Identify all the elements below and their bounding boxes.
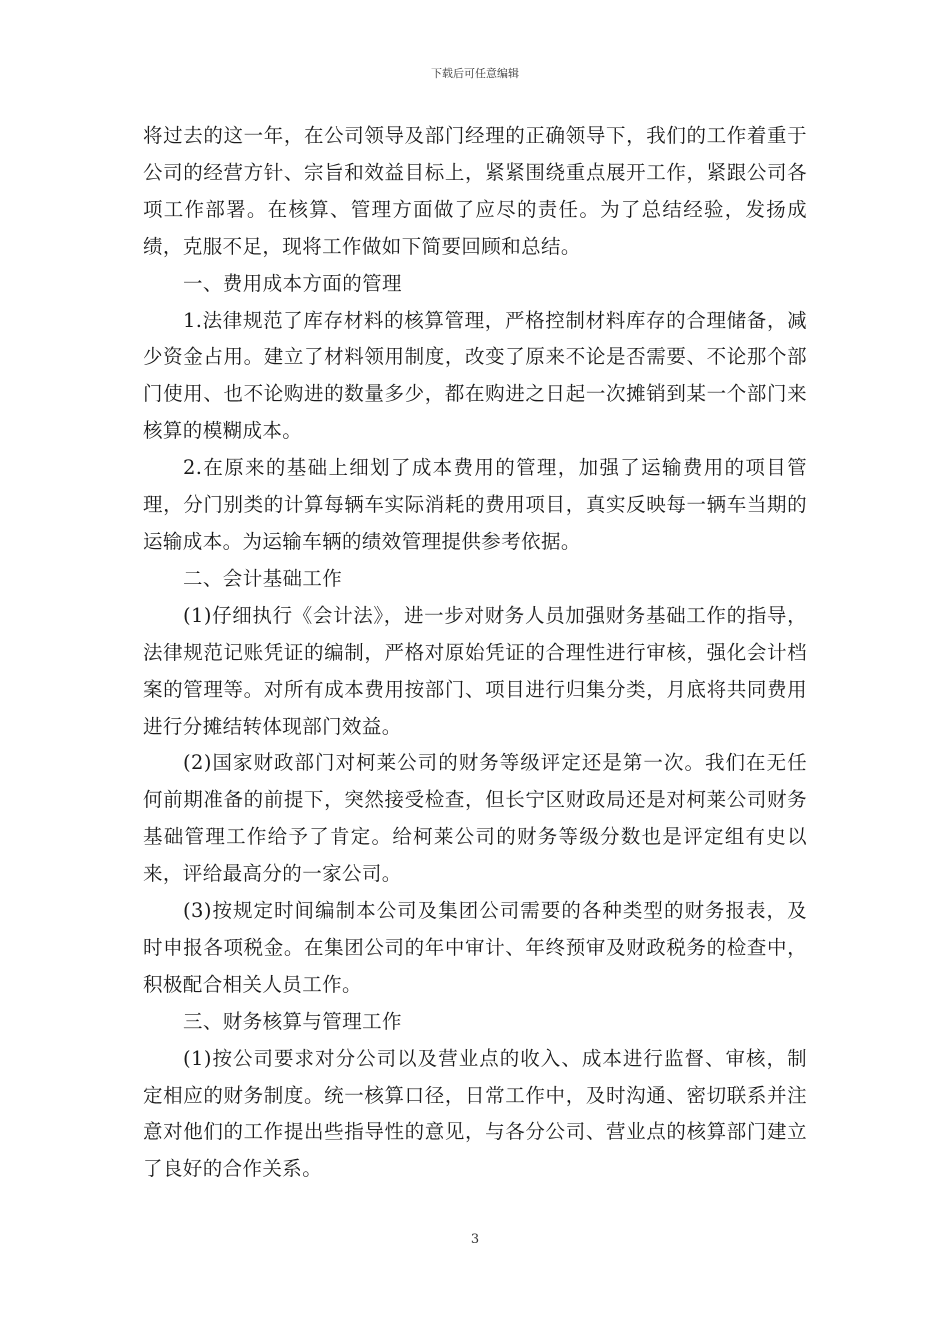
section-heading-cost-management: 一、费用成本方面的管理 (183, 271, 402, 295)
paragraph-financial-rating: (2)国家财政部门对柯莱公司的财务等级评定还是第一次。我们在无任何前期准备的前提下，突然接受检查，但长宁区财政局还是对柯莱公司财务基础管理工作给予了肯定。给柯莱公司的财务等级分数也是评定组有史以来，评给最高分的一家公司。 (143, 751, 807, 886)
paragraph-intro: 将过去的这一年，在公司领导及部门经理的正确领导下，我们的工作着重于公司的经营方针、宗旨和效益目标上，紧紧围绕重点展开工作，紧跟公司各项工作部署。在核算、管理方面做了应尽的责任。为了总结经验，发扬成绩，克服不足，现将工作做如下简要回顾和总结。 (143, 124, 807, 258)
page-header: 下载后可任意编辑 (431, 67, 519, 80)
section-heading-accounting-management: 三、财务核算与管理工作 (183, 1009, 402, 1033)
paragraph-transport-cost: 2.在原来的基础上细划了成本费用的管理，加强了运输费用的项目管理，分门别类的计算每辆车实际消耗的费用项目，真实反映每一辆车当期的运输成本。为运输车辆的绩效管理提供参考依据。 (143, 456, 807, 553)
paragraph-accounting-law: (1)仔细执行《会计法》，进一步对财务人员加强财务基础工作的指导，法律规范记账凭证的编制，严格对原始凭证的合理性进行审核，强化会计档案的管理等。对所有成本费用按部门、项目进行归集分类，月底将共同费用进行分摊结转体现部门效益。 (143, 603, 807, 738)
paragraph-financial-reports: (3)按规定时间编制本公司及集团公司需要的各种类型的财务报表，及时申报各项税金。在集团公司的年中审计、年终预审及财政税务的检查中，积极配合相关人员工作。 (143, 899, 807, 996)
section-heading-accounting-basics: 二、会计基础工作 (183, 566, 343, 590)
paragraph-branch-supervision: (1)按公司要求对分公司以及营业点的收入、成本进行监督、审核，制定相应的财务制度。统一核算口径，日常工作中，及时沟通、密切联系并注意对他们的工作提出些指导性的意见，与各分公司、营业点的核算部门建立了良好的合作关系。 (143, 1046, 807, 1181)
document-body (143, 118, 807, 1188)
paragraph-inventory-management: 1.法律规范了库存材料的核算管理，严格控制材料库存的合理储备，减少资金占用。建立了材料领用制度，改变了原来不论是否需要、不论那个部门使用、也不论购进的数量多少，都在购进之日起一次摊销到某一个部门来核算的模糊成本。 (143, 308, 807, 443)
page-number: 3 (470, 1232, 480, 1247)
